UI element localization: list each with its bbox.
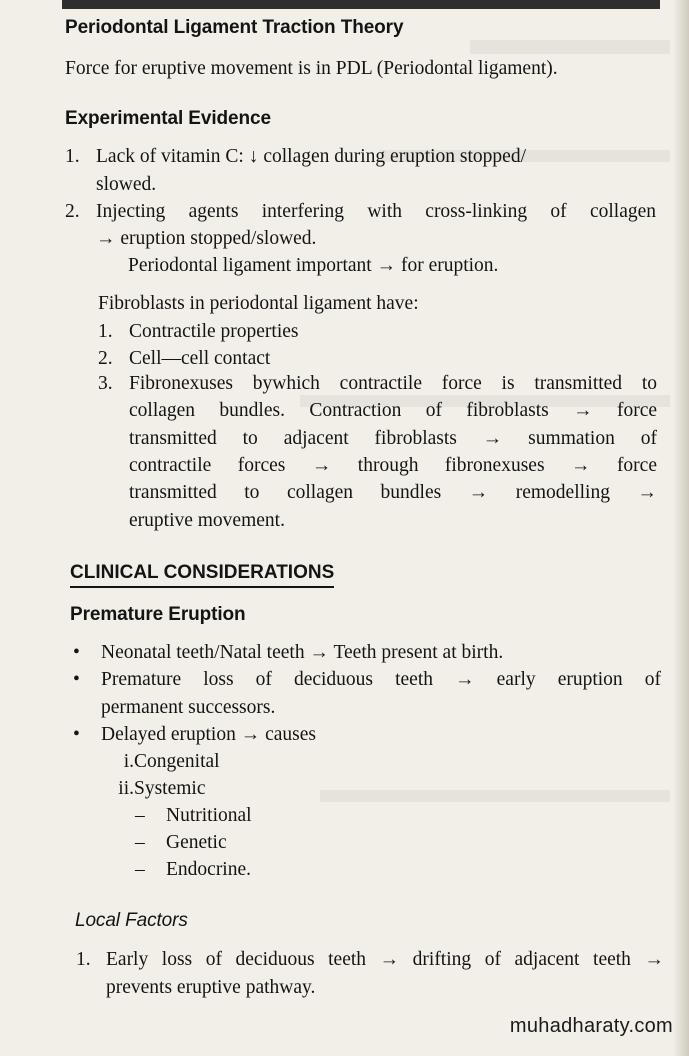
item-number: 1. (65, 146, 80, 167)
evidence-item-2-line-1: Injecting agents interfering with cross-linking of collagen (96, 201, 656, 222)
show-through-mark (470, 40, 670, 54)
dash-icon: – (135, 859, 145, 880)
conclusion-text: Periodontal ligament important → for eruption. (128, 255, 499, 276)
bullet-icon: • (73, 642, 80, 663)
bullet-icon: • (73, 724, 80, 745)
intro-text: Force for eruptive movement is in PDL (Periodontal ligament). (65, 58, 558, 79)
local-item-1-line-2: prevents eruptive pathway. (106, 977, 316, 998)
evidence-item-2 (65, 201, 80, 223)
item-number: 2. (98, 348, 113, 369)
systemic-nutritional: Nutritional (166, 805, 252, 826)
fibroblast-item-3 (98, 373, 113, 395)
section-heading-local: Local Factors (75, 910, 188, 931)
bullet-item-1: Neonatal teeth/Natal teeth → Teeth present at birth. (101, 642, 504, 663)
cause-congenital: Congenital (134, 751, 220, 772)
top-edge-bar (62, 0, 660, 9)
cause-number: i. (123, 751, 134, 772)
item-number: 1. (98, 321, 113, 342)
item-number: 2. (65, 201, 80, 222)
page-edge-shadow (673, 0, 689, 1056)
local-item-1-line-1: Early loss of deciduous teeth → drifting of adjacent teeth → (106, 949, 664, 970)
fibroblast-item-1-text: Contractile properties (129, 321, 299, 342)
cause-systemic: Systemic (134, 778, 206, 799)
fibroblast-item-2 (98, 348, 113, 370)
bullet-item-2-line-1: Premature loss of deciduous teeth → early eruption of (101, 669, 661, 690)
evidence-item-2-line-2: → eruption stopped/slowed. (96, 228, 317, 249)
fibroblast-item-1 (98, 321, 113, 343)
fibroblast-item-3-line-2: collagen bundles. Contraction of fibroblasts → force (129, 400, 657, 421)
fibroblast-item-3-line-5: transmitted to collagen bundles → remodelling → (129, 482, 657, 503)
evidence-item-1-line-2: slowed. (96, 174, 157, 195)
show-through-mark (320, 790, 670, 802)
fibroblast-item-2-text: Cell—cell contact (129, 348, 271, 369)
fibroblast-item-3-line-1: Fibronexuses bywhich contractile force is transmitted to (129, 373, 657, 394)
local-item-1 (76, 949, 91, 971)
item-number: 1. (76, 949, 91, 970)
bullet-icon: • (73, 669, 80, 690)
systemic-genetic: Genetic (166, 832, 227, 853)
dash-icon: – (135, 832, 145, 853)
item-number: 3. (98, 373, 113, 394)
evidence-item-1-line-1: Lack of vitamin C: ↓ collagen during eruption stopped/ (96, 146, 526, 167)
section-heading-premature: Premature Eruption (70, 604, 246, 625)
cause-number: ii. (118, 778, 134, 799)
dash-icon: – (135, 805, 145, 826)
fibroblast-intro: Fibroblasts in periodontal ligament have: (98, 293, 419, 314)
systemic-endocrine: Endocrine. (166, 859, 252, 880)
fibroblast-item-3-line-6: eruptive movement. (129, 510, 285, 531)
fibroblast-item-3-line-4: contractile forces → through fibronexuses → force (129, 455, 657, 476)
section-heading-evidence: Experimental Evidence (65, 108, 271, 129)
bullet-item-2-line-2: permanent successors. (101, 697, 276, 718)
bullet-item-3: Delayed eruption → causes (101, 724, 316, 745)
section-heading-clinical: CLINICAL CONSIDERATIONS (70, 562, 334, 588)
fibroblast-item-3-line-3: transmitted to adjacent fibroblasts → summation of (129, 428, 657, 449)
evidence-item-1 (65, 146, 80, 168)
section-heading-traction: Periodontal Ligament Traction Theory (65, 17, 404, 38)
site-watermark: muhadharaty.com (509, 1015, 673, 1037)
